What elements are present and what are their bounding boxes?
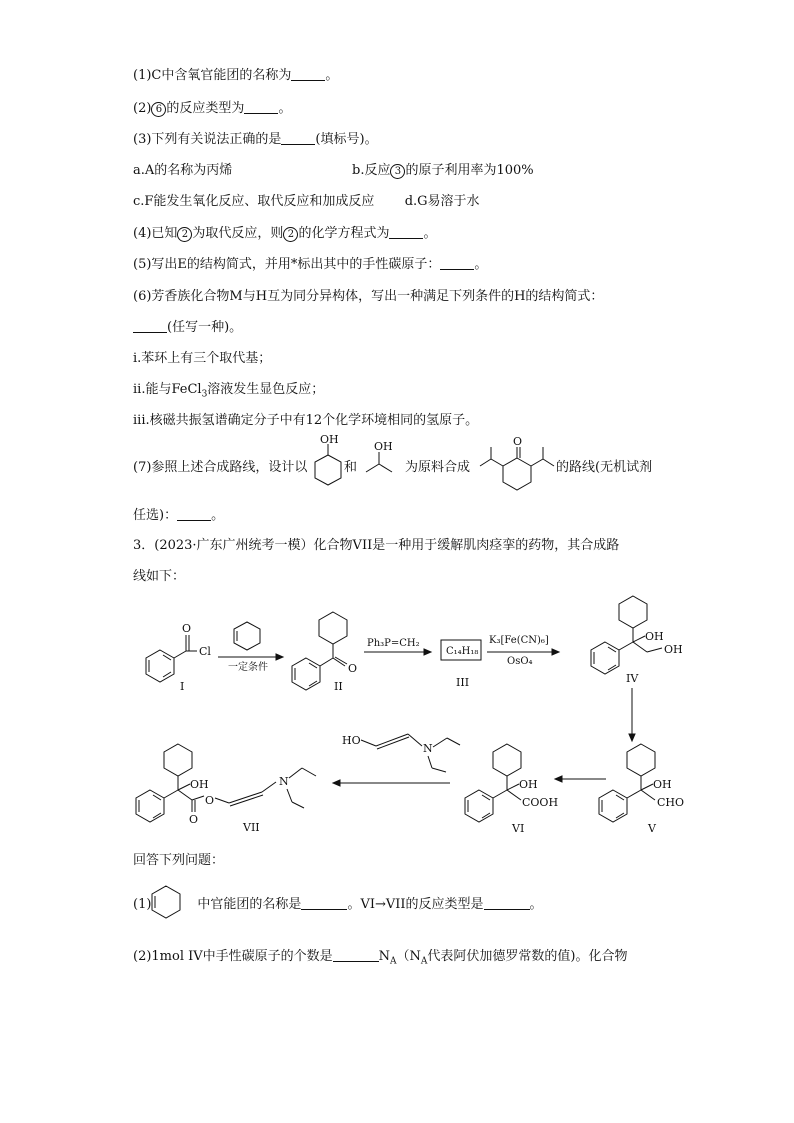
question-7-c: 为原料合成 [405,460,471,475]
reagent-label: Ph₃P=CH₂ [367,638,420,649]
compound-VI-structure [465,744,558,835]
atom-label: OH [190,778,209,791]
reaction-arrow-2 [364,638,431,655]
circled-number: 6 [151,102,166,117]
question-7-a: (7)参照上述合成路线，设计以 [133,460,308,475]
question-7-line2: 任选)： 。 [133,508,225,523]
sub-question-2: (2)1mol IV中手性碳原子的个数是 $N_A(N_A$代表阿伏加德罗常数的值)。化合物 [133,949,628,967]
question-3-main-line2: 线如下： [133,569,186,584]
condition-i: i.苯环上有三个取代基； [133,351,272,366]
question-1: (1)C中含氧官能团的名称为 。 [133,68,339,83]
compound-label: II [334,680,343,693]
reaction-arrow-6 [333,734,460,786]
compound-label: VI [512,822,525,835]
answer-intro: 回答下列问题： [133,853,225,868]
atom-label: OH [664,643,683,656]
question-6: (6)芳香族化合物M与H互为同分异构体，写出一种满足下列条件的H的结构简式： [133,289,604,304]
target-ketone-structure [480,435,554,490]
cyclohexanol-structure [315,433,341,485]
condition-ii: ii.能与FeCl$_3$溶液发生显色反应； [133,382,325,400]
atom-label: OH [374,440,393,453]
circled-number: 2 [177,227,192,242]
question-7-d: 的路线(无机试剂 [556,460,653,475]
compound-label: III [456,676,470,689]
question-5: (5)写出E的结构简式，并用*标出其中的手性碳原子： 。 [133,257,488,272]
sub-question-1: (1) 中官能团的名称是 。VI→VII的反应类型是 。 [133,897,543,912]
circled-number: 2 [283,227,298,242]
circled-number: 3 [390,164,405,179]
atom-label: O [513,435,523,448]
atom-label: OH [645,630,664,643]
atom-label: Cl [199,645,211,658]
option-d: d.G易溶于水 [404,194,480,209]
option-c: c.F能发生氧化反应、取代反应和加成反应 [133,194,375,209]
question-4: (4)已知 2 为取代反应，则 2 的化学方程式为 。 [133,226,437,241]
reaction-arrow-3 [487,635,559,667]
atom-label: OH [653,778,672,791]
cyclohexene-structure [152,886,180,918]
question-3-main: 3．(2023·广东广州统考一模）化合物VII是一种用于缓解肌肉痉挛的药物，其合成路 [133,538,620,553]
reagent-label: K₃[Fe(CN)₆] [489,635,549,646]
question-3: (3)下列有关说法正确的是 (填标号)。 [133,132,378,147]
compound-V-structure [599,744,684,835]
atom-label: O [189,813,199,826]
condition-iii: iii.核磁共振氢谱确定分子中有12个化学环境相同的氢原子。 [133,413,479,428]
compound-VII-structure [136,744,316,834]
atom-label: N [423,742,433,755]
atom-label: CHO [657,796,685,809]
reaction-condition: 一定条件 [228,662,268,673]
compound-label: V [648,822,656,835]
atom-label: O [182,622,192,635]
atom-label: OH [320,433,339,446]
compound-label: VII [243,821,260,834]
reaction-arrow-5 [555,776,606,782]
formula-label: C₁₄H₁₈ [446,646,479,657]
atom-label: OH [519,778,538,791]
compound-label: IV [626,672,639,685]
atom-label: O [348,662,358,675]
compound-IV-structure [591,596,683,685]
compound-I-structure [146,622,211,693]
atom-label: HO [342,734,361,747]
reaction-arrow-4 [629,688,635,741]
option-b: b.反应 3 的原子利用率为100% [352,163,534,178]
question-7-b: 和 [344,460,358,475]
reagent-label: OsO₄ [507,656,533,667]
atom-label: COOH [522,796,559,809]
question-2: (2) 6 的反应类型为 。 [133,101,292,116]
option-a: a.A的名称为丙烯 [133,163,233,178]
question-6-line2: (任写一种)。 [133,319,242,337]
compound-II-structure [292,612,357,693]
compound-label: I [180,680,185,693]
atom-label: N [279,775,289,788]
reaction-arrow-1 [218,622,283,673]
compound-III-box [441,640,481,689]
atom-label: O [205,794,215,807]
isopropanol-structure [366,440,393,472]
